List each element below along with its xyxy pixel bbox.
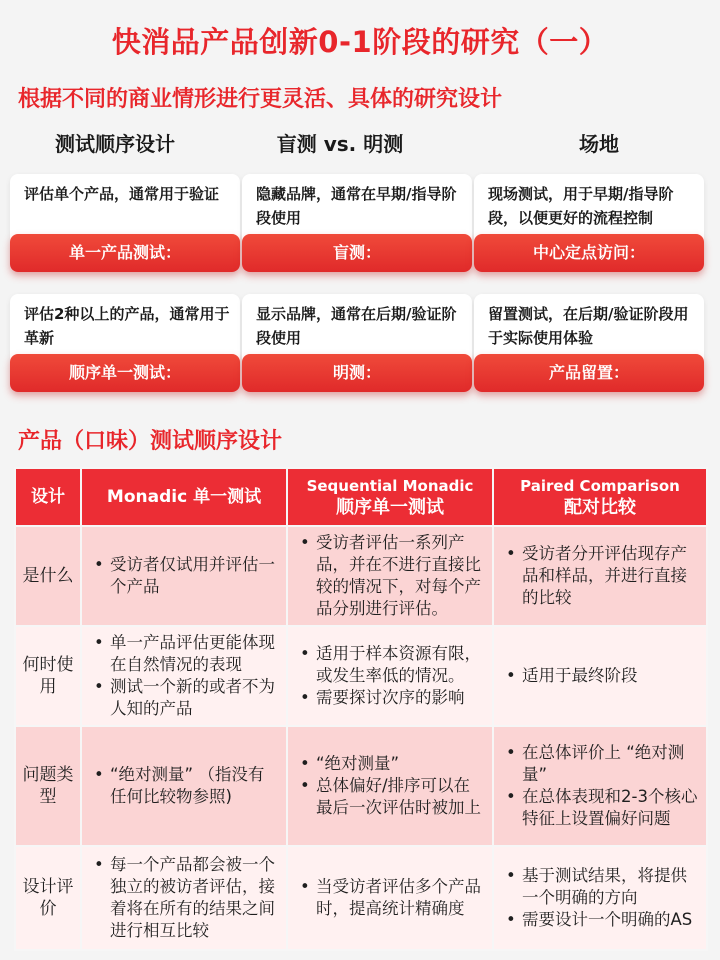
column-heading-blind-vs-branded: 盲测 vs. 明测 bbox=[276, 132, 404, 156]
table-row bbox=[15, 626, 707, 726]
row-label: 是什么 bbox=[15, 526, 81, 626]
bullet-item: • 需要探讨次序的影响 bbox=[316, 687, 484, 709]
bullet-item: • 基于测试结果，将提供一个明确的方向 bbox=[522, 865, 698, 909]
column-heading-venue: 场地 bbox=[579, 132, 619, 156]
cell-paired bbox=[493, 626, 707, 726]
header-design: 设计 bbox=[15, 468, 81, 526]
card-home-use bbox=[474, 294, 704, 392]
cell-monadic bbox=[81, 626, 287, 726]
bullet-item: • 受访者分开评估现存产品和样品，并进行直接的比较 bbox=[522, 543, 698, 609]
row-label: 问题类型 bbox=[15, 726, 81, 846]
cell-sequential bbox=[287, 526, 493, 626]
card-blind-test bbox=[242, 174, 472, 272]
header-paired bbox=[493, 468, 707, 526]
page-subtitle: 根据不同的商业情形进行更灵活、具体的研究设计 bbox=[18, 87, 503, 112]
row-label: 设计评价 bbox=[15, 846, 81, 950]
card-central-location bbox=[474, 174, 704, 272]
bullet-item: • 需要设计一个明确的AS bbox=[522, 909, 698, 931]
section-title: 产品（口味）测试顺序设计 bbox=[18, 429, 283, 454]
header-sequential-en: Sequential Monadic bbox=[306, 477, 474, 495]
card-label: 明测： bbox=[242, 354, 472, 392]
header-paired-en: Paired Comparison bbox=[520, 477, 680, 495]
bullet-item: • “绝对测量” bbox=[316, 753, 484, 775]
bullet-item: • “绝对测量” （指没有任何比较物参照) bbox=[110, 764, 278, 808]
cell-paired bbox=[493, 526, 707, 626]
card-description: 评估2种以上的产品，通常用于革新 bbox=[24, 305, 230, 347]
card-branded-test bbox=[242, 294, 472, 392]
card-description: 显示品牌，通常在后期/验证阶段使用 bbox=[256, 305, 457, 347]
bullet-item: • 适用于样本资源有限，或发生率低的情况。 bbox=[316, 643, 484, 687]
comparison-table bbox=[14, 467, 708, 951]
bullet-item: • 受访者仅试用并评估一个产品 bbox=[110, 554, 278, 598]
cell-monadic bbox=[81, 726, 287, 846]
bullet-item: • 单一产品评估更能体现在自然情况的表现 bbox=[110, 632, 278, 676]
header-paired-zh: 配对比较 bbox=[564, 497, 636, 518]
cell-paired bbox=[493, 846, 707, 950]
bullet-item: • 总体偏好/排序可以在最后一次评估时被加上 bbox=[316, 775, 484, 819]
table-row bbox=[15, 526, 707, 626]
card-description: 现场测试，用于早期/指导阶段，以便更好的流程控制 bbox=[488, 185, 674, 227]
header-monadic: Monadic 单一测试 bbox=[81, 468, 287, 526]
card-description: 评估单个产品，通常用于验证 bbox=[24, 185, 220, 203]
card-sequential-monadic bbox=[10, 294, 240, 392]
card-label: 产品留置： bbox=[474, 354, 704, 392]
cell-sequential bbox=[287, 726, 493, 846]
card-monadic-test bbox=[10, 174, 240, 272]
card-label: 单一产品测试： bbox=[10, 234, 240, 272]
cell-sequential bbox=[287, 626, 493, 726]
column-heading-test-order: 测试顺序设计 bbox=[55, 132, 175, 156]
bullet-item: • 在总体表现和2-3个核心特征上设置偏好问题 bbox=[522, 786, 698, 830]
table-header-row bbox=[15, 468, 707, 526]
card-label: 顺序单一测试： bbox=[10, 354, 240, 392]
card-description: 留置测试，在后期/验证阶段用于实际使用体验 bbox=[488, 305, 689, 347]
cell-paired bbox=[493, 726, 707, 846]
row-label: 何时使用 bbox=[15, 626, 81, 726]
header-sequential-zh: 顺序单一测试 bbox=[336, 497, 444, 518]
table-row bbox=[15, 726, 707, 846]
bullet-item: • 适用于最终阶段 bbox=[522, 665, 698, 687]
bullet-item: • 在总体评价上 “绝对测量” bbox=[522, 742, 698, 786]
cell-monadic bbox=[81, 846, 287, 950]
bullet-item: • 当受访者评估多个产品时，提高统计精确度 bbox=[316, 876, 484, 920]
bullet-item: • 每一个产品都会被一个独立的被访者评估，接着将在所有的结果之间进行相互比较 bbox=[110, 854, 278, 942]
header-sequential bbox=[287, 468, 493, 526]
card-label: 盲测： bbox=[242, 234, 472, 272]
card-description: 隐藏品牌，通常在早期/指导阶段使用 bbox=[256, 185, 457, 227]
page-title: 快消品产品创新0-1阶段的研究（一） bbox=[111, 25, 609, 59]
bullet-item: • 测试一个新的或者不为人知的产品 bbox=[110, 676, 278, 720]
table-row bbox=[15, 846, 707, 950]
cell-sequential bbox=[287, 846, 493, 950]
card-label: 中心定点访问： bbox=[474, 234, 704, 272]
bullet-item: • 受访者评估一系列产品，并在不进行直接比较的情况下，对每个产品分别进行评估。 bbox=[316, 532, 484, 620]
cell-monadic bbox=[81, 526, 287, 626]
